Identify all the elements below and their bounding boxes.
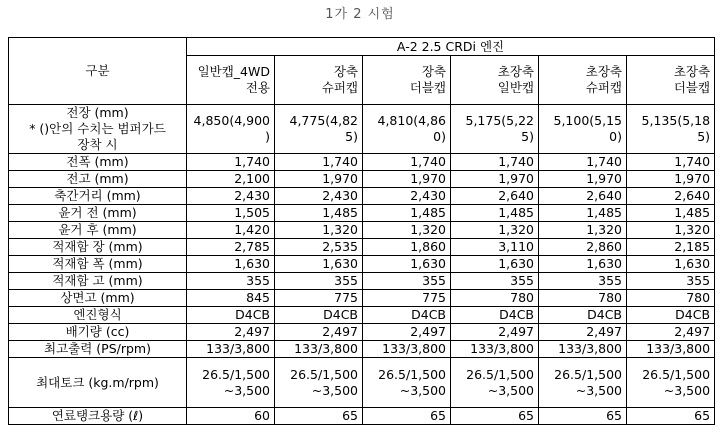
table-cell: 133/3,800 (275, 341, 363, 358)
row-label: 전장 (mm) * ()안의 수치는 범퍼가드 장착 시 (9, 105, 187, 154)
table-cell: 133/3,800 (627, 341, 715, 358)
table-cell: 26.5/1,500 ~3,500 (539, 358, 627, 408)
table-cell: 26.5/1,500 ~3,500 (451, 358, 539, 408)
table-cell: 65 (275, 408, 363, 425)
table-cell: 1,485 (363, 205, 451, 222)
table-cell: 1,860 (363, 239, 451, 256)
table-row (9, 239, 715, 256)
table-cell: 65 (539, 408, 627, 425)
table-cell: 775 (275, 290, 363, 307)
table-cell: 2,497 (275, 324, 363, 341)
table-cell: 355 (275, 273, 363, 290)
table-cell: 1,630 (627, 256, 715, 273)
table-row (9, 171, 715, 188)
table-cell: 780 (539, 290, 627, 307)
table-cell: 1,740 (451, 154, 539, 171)
table-cell: 355 (627, 273, 715, 290)
spec-table (8, 37, 715, 425)
table-cell: 2,640 (451, 188, 539, 205)
table-row (9, 290, 715, 307)
table-cell: 4,810(4,86 0) (363, 105, 451, 154)
table-cell: 3,110 (451, 239, 539, 256)
table-cell: 5,135(5,18 5) (627, 105, 715, 154)
table-cell: 775 (363, 290, 451, 307)
row-label: 윤거 전 (mm) (9, 205, 187, 222)
table-cell: 780 (627, 290, 715, 307)
table-cell: 1,320 (451, 222, 539, 239)
table-cell: 2,430 (275, 188, 363, 205)
table-cell: 5,100(5,15 0) (539, 105, 627, 154)
table-cell: 1,420 (187, 222, 275, 239)
table-cell: 1,505 (187, 205, 275, 222)
row-label: 적재함 폭 (mm) (9, 256, 187, 273)
table-cell: D4CB (275, 307, 363, 324)
table-row (9, 154, 715, 171)
table-cell: 26.5/1,500 ~3,500 (187, 358, 275, 408)
table-cell: 1,485 (539, 205, 627, 222)
table-cell: 355 (451, 273, 539, 290)
table-row (9, 222, 715, 239)
table-cell: D4CB (187, 307, 275, 324)
table-cell: D4CB (627, 307, 715, 324)
table-cell: D4CB (539, 307, 627, 324)
table-cell: 2,785 (187, 239, 275, 256)
table-cell: 4,850(4,900 ) (187, 105, 275, 154)
table-cell: 5,175(5,22 5) (451, 105, 539, 154)
table-cell: 2,497 (363, 324, 451, 341)
table-row (9, 188, 715, 205)
header-row-engine (9, 38, 715, 56)
table-cell: 65 (451, 408, 539, 425)
row-label: 연료탱크용량 (ℓ) (9, 408, 187, 425)
table-cell: 1,970 (627, 171, 715, 188)
row-label: 축간거리 (mm) (9, 188, 187, 205)
table-cell: 1,740 (187, 154, 275, 171)
table-cell: 65 (363, 408, 451, 425)
table-cell: 2,497 (627, 324, 715, 341)
table-cell: 26.5/1,500 ~3,500 (627, 358, 715, 408)
page-title: 1가 2 시험 (325, 7, 395, 22)
row-label: 상면고 (mm) (9, 290, 187, 307)
row-label: 윤거 후 (mm) (9, 222, 187, 239)
column-header: 초장축 슈퍼캡 (539, 56, 627, 105)
row-label: 전고 (mm) (9, 171, 187, 188)
table-cell: D4CB (451, 307, 539, 324)
table-cell: 1,630 (275, 256, 363, 273)
table-cell: D4CB (363, 307, 451, 324)
table-cell: 1,740 (363, 154, 451, 171)
table-cell: 780 (451, 290, 539, 307)
table-cell: 133/3,800 (363, 341, 451, 358)
table-row (9, 105, 715, 154)
row-label: 적재함 장 (mm) (9, 239, 187, 256)
table-cell: 2,640 (627, 188, 715, 205)
row-label: 엔진형식 (9, 307, 187, 324)
column-header: 일반캡_4WD 전용 (187, 56, 275, 105)
table-cell: 2,430 (187, 188, 275, 205)
table-cell: 1,970 (451, 171, 539, 188)
table-cell: 60 (187, 408, 275, 425)
table-cell: 2,430 (363, 188, 451, 205)
table-cell: 1,740 (539, 154, 627, 171)
table-cell: 1,320 (627, 222, 715, 239)
row-label: 적재함 고 (mm) (9, 273, 187, 290)
table-cell: 845 (187, 290, 275, 307)
table-cell: 1,970 (539, 171, 627, 188)
table-cell: 1,485 (627, 205, 715, 222)
row-label: 전폭 (mm) (9, 154, 187, 171)
table-row (9, 408, 715, 425)
table-cell: 2,640 (539, 188, 627, 205)
table-cell: 355 (539, 273, 627, 290)
table-row (9, 273, 715, 290)
row-label: 최고출력 (PS/rpm) (9, 341, 187, 358)
engine-header: A-2 2.5 CRDi 엔진 (187, 38, 715, 56)
table-cell: 133/3,800 (187, 341, 275, 358)
table-cell: 1,485 (275, 205, 363, 222)
row-label: 최대토크 (kg.m/rpm) (9, 358, 187, 408)
table-row (9, 307, 715, 324)
spec-table-body (9, 38, 715, 425)
table-row (9, 358, 715, 408)
table-cell: 133/3,800 (451, 341, 539, 358)
table-row (9, 341, 715, 358)
table-cell: 1,970 (363, 171, 451, 188)
column-header: 장축 더블캡 (363, 56, 451, 105)
table-cell: 2,497 (187, 324, 275, 341)
table-cell: 1,320 (363, 222, 451, 239)
table-cell: 1,740 (275, 154, 363, 171)
table-row (9, 256, 715, 273)
table-cell: 26.5/1,500 ~3,500 (275, 358, 363, 408)
category-header: 구분 (9, 38, 187, 105)
table-cell: 1,320 (275, 222, 363, 239)
table-cell: 1,740 (627, 154, 715, 171)
table-cell: 133/3,800 (539, 341, 627, 358)
table-cell: 2,860 (539, 239, 627, 256)
column-header: 장축 슈퍼캡 (275, 56, 363, 105)
table-cell: 1,320 (539, 222, 627, 239)
table-cell: 355 (363, 273, 451, 290)
column-header: 초장축 더블캡 (627, 56, 715, 105)
table-row (9, 205, 715, 222)
row-label: 배기량 (cc) (9, 324, 187, 341)
table-cell: 26.5/1,500 ~3,500 (363, 358, 451, 408)
table-row (9, 324, 715, 341)
table-cell: 2,100 (187, 171, 275, 188)
table-cell: 1,630 (539, 256, 627, 273)
table-cell: 1,630 (363, 256, 451, 273)
table-cell: 2,185 (627, 239, 715, 256)
table-cell: 1,485 (451, 205, 539, 222)
table-cell: 2,497 (451, 324, 539, 341)
table-cell: 65 (627, 408, 715, 425)
table-cell: 1,630 (451, 256, 539, 273)
table-cell: 1,970 (275, 171, 363, 188)
table-cell: 1,630 (187, 256, 275, 273)
table-cell: 2,535 (275, 239, 363, 256)
table-cell: 2,497 (539, 324, 627, 341)
table-cell: 355 (187, 273, 275, 290)
table-cell: 4,775(4,82 5) (275, 105, 363, 154)
column-header: 초장축 일반캡 (451, 56, 539, 105)
